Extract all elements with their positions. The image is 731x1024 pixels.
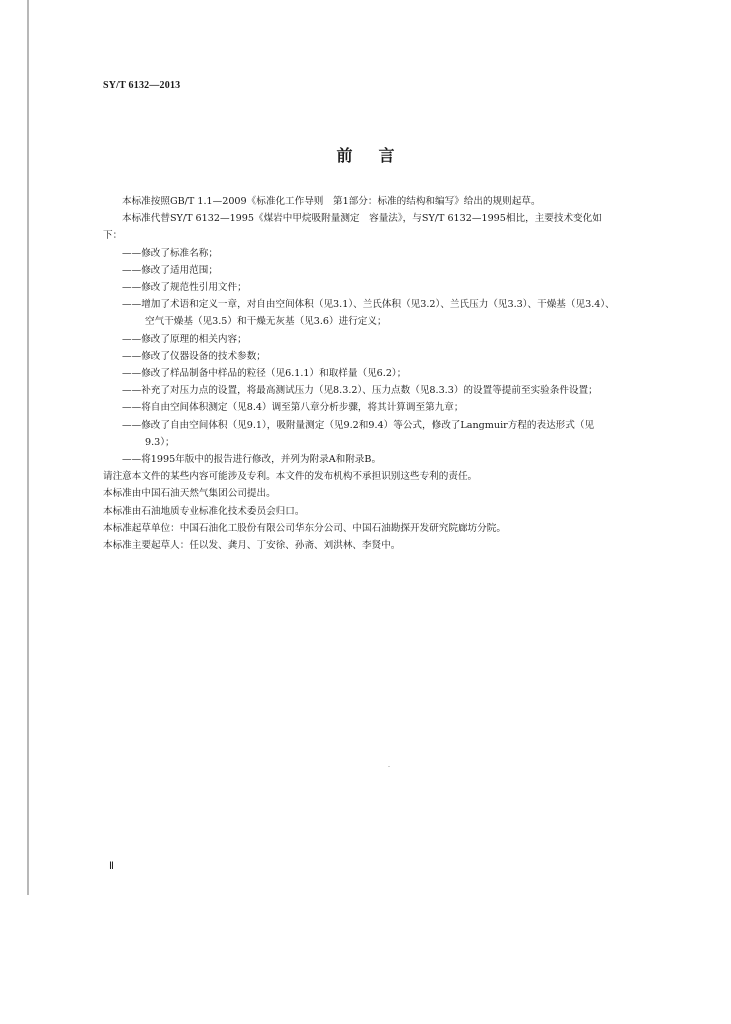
change-item: ——将1995年版中的报告进行修改，并列为附录A和附录B。 [122, 454, 382, 466]
change-item: ——将自由空间体积测定（见8.4）调至第八章分析步骤，将其计算调至第九章； [122, 402, 464, 414]
change-item: ——修改了仪器设备的技术参数； [122, 350, 266, 362]
binding-margin-line [27, 0, 29, 895]
paragraph-replacement: 本标准代替SY/T 6132—1995《煤岩中甲烷吸附量测定 容量法》，与SY/T 6132—1995相比，主要技术变化如下： [103, 213, 602, 242]
paragraph-patent-notice: 请注意本文件的某些内容可能涉及专利。本文件的发布机构不承担识别这些专利的责任。 [103, 471, 478, 483]
paragraph-drafting-units: 本标准起草单位：中国石油化工股份有限公司华东分公司、中国石油勘探开发研究院廊坊分院。 [103, 522, 506, 534]
change-item: ——修改了样品制备中样品的粒径（见6.1.1）和取样量（见6.2）； [122, 368, 407, 380]
change-item: ——修改了规范性引用文件； [122, 282, 247, 294]
change-item: ——补充了对压力点的设置，将最高测试压力（见8.3.2）、压力点数（见8.3.3）的设置等提前至实验条件设置； [122, 385, 598, 397]
change-item: ——修改了标准名称； [122, 247, 218, 259]
paragraph-technical-committee: 本标准由石油地质专业标准化技术委员会归口。 [103, 505, 305, 517]
change-item: ——修改了自由空间体积（见9.1），吸附量测定（见9.2和9.4）等公式，修改了Langmuir方程的表达形式（见9.3）； [122, 419, 595, 448]
change-item: ——修改了原理的相关内容； [122, 333, 247, 345]
paragraph-drafters: 本标准主要起草人：任以发、龚月、丁安徐、孙斋、刘洪林、李贤中。 [103, 540, 401, 552]
page-title: 前言 [336, 146, 421, 165]
paragraph-proposer: 本标准由中国石油天然气集团公司提出。 [103, 488, 276, 500]
standard-code: SY/T 6132—2013 [103, 80, 181, 91]
scan-speck [388, 766, 390, 767]
paragraph-drafting-rule: 本标准按照GB/T 1.1—2009《标准化工作导则 第1部分：标准的结构和编写》给出的规则起草。 [122, 196, 541, 207]
change-item: ——增加了术语和定义一章，对自由空间体积（见3.1）、兰氏体积（见3.2）、兰氏压力（见3.3）、干燥基（见3.4）、空气干燥基（见3.5）和干燥无灰基（见3.6）进行定义； [122, 299, 615, 328]
change-item: ——修改了适用范围； [122, 264, 218, 276]
foreword-body [103, 193, 618, 554]
page-number: Ⅱ [109, 861, 114, 872]
